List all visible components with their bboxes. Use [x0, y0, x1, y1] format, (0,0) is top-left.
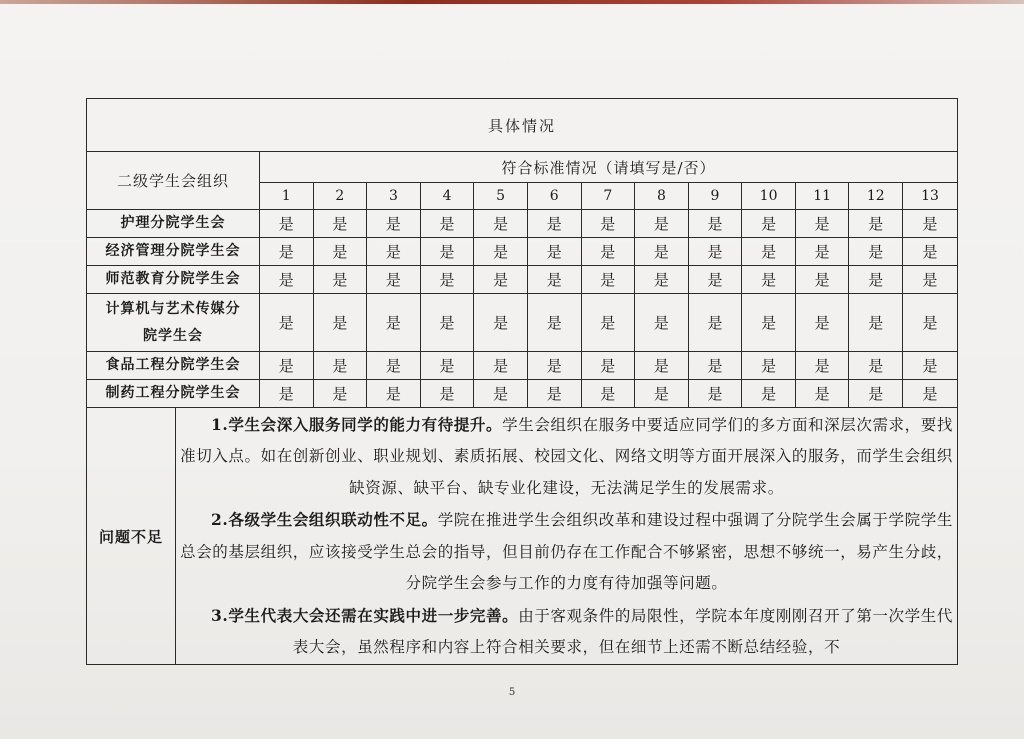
- compliance-cell: 是: [367, 352, 421, 380]
- compliance-cell: 是: [742, 294, 796, 352]
- org-name: 护理分院学生会: [87, 210, 260, 238]
- table-row: [87, 210, 958, 238]
- column-number: 10: [742, 183, 796, 210]
- compliance-cell: 是: [635, 266, 689, 294]
- problem-paragraph: [176, 409, 957, 505]
- compliance-cell: 是: [474, 210, 528, 238]
- org-name: 食品工程分院学生会: [87, 352, 260, 380]
- compliance-cell: 是: [742, 238, 796, 266]
- compliance-cell: 是: [474, 266, 528, 294]
- compliance-cell: 是: [688, 294, 742, 352]
- compliance-cell: 是: [581, 380, 635, 408]
- problem-paragraph: [176, 504, 957, 600]
- compliance-cell: 是: [527, 238, 581, 266]
- table-row: [87, 380, 958, 408]
- org-name: 计算机与艺术传媒分院学生会: [87, 294, 260, 352]
- standard-header: 符合标准情况（请填写是/否）: [259, 152, 957, 183]
- compliance-cell: 是: [903, 352, 958, 380]
- table-row: [87, 294, 958, 352]
- org-column-header: 二级学生会组织: [87, 152, 260, 210]
- column-number: 12: [849, 183, 903, 210]
- compliance-cell: 是: [527, 266, 581, 294]
- compliance-cell: 是: [795, 238, 849, 266]
- problems-row: [87, 408, 958, 665]
- compliance-cell: 是: [313, 238, 367, 266]
- column-number: 6: [527, 183, 581, 210]
- compliance-cell: 是: [259, 266, 313, 294]
- org-name: 制药工程分院学生会: [87, 380, 260, 408]
- compliance-cell: 是: [688, 266, 742, 294]
- compliance-cell: 是: [903, 380, 958, 408]
- compliance-cell: 是: [367, 294, 421, 352]
- compliance-cell: 是: [420, 266, 474, 294]
- compliance-cell: 是: [313, 352, 367, 380]
- compliance-cell: 是: [367, 266, 421, 294]
- problems-label: 问题不足: [87, 408, 176, 665]
- compliance-cell: 是: [903, 238, 958, 266]
- compliance-cell: 是: [849, 238, 903, 266]
- column-number: 13: [903, 183, 958, 210]
- compliance-cell: 是: [259, 380, 313, 408]
- column-number: 11: [795, 183, 849, 210]
- compliance-cell: 是: [581, 210, 635, 238]
- compliance-cell: 是: [527, 352, 581, 380]
- compliance-cell: 是: [367, 210, 421, 238]
- problem-paragraph: [176, 600, 957, 664]
- compliance-cell: 是: [688, 238, 742, 266]
- compliance-cell: 是: [420, 294, 474, 352]
- compliance-cell: 是: [742, 352, 796, 380]
- compliance-cell: 是: [849, 352, 903, 380]
- column-number: 3: [367, 183, 421, 210]
- compliance-cell: 是: [635, 238, 689, 266]
- compliance-cell: 是: [581, 352, 635, 380]
- column-number: 8: [635, 183, 689, 210]
- compliance-cell: 是: [635, 352, 689, 380]
- column-number: 2: [313, 183, 367, 210]
- compliance-cell: 是: [903, 210, 958, 238]
- compliance-cell: 是: [474, 380, 528, 408]
- compliance-cell: 是: [527, 380, 581, 408]
- compliance-cell: 是: [527, 294, 581, 352]
- problem-body: 学院在推进学生会组织改革和建设过程中强调了分院学生会属于学院学生总会的基层组织，应该接受学生总会的指导，但目前仍存在工作配合不够紧密，思想不够统一，易产生分歧，分院学生会参与工作的力度有待加强等问题。: [180, 511, 953, 592]
- compliance-cell: 是: [259, 210, 313, 238]
- compliance-cell: 是: [420, 238, 474, 266]
- compliance-cell: 是: [581, 294, 635, 352]
- problem-title: 3.学生代表大会还需在实践中进一步完善。: [211, 605, 519, 625]
- table-header: 具体情况: [87, 99, 958, 152]
- compliance-cell: 是: [313, 294, 367, 352]
- compliance-cell: 是: [527, 210, 581, 238]
- compliance-cell: 是: [420, 210, 474, 238]
- compliance-cell: 是: [849, 294, 903, 352]
- problems-text: [176, 408, 958, 665]
- problem-title: 2.各级学生会组织联动性不足。: [211, 510, 438, 529]
- compliance-cell: 是: [474, 352, 528, 380]
- compliance-cell: 是: [313, 210, 367, 238]
- compliance-cell: 是: [795, 266, 849, 294]
- problem-body: 学生会组织在服务中要适应同学们的多方面和深层次需求，要找准切入点。如在创新创业、职业规划、素质拓展、校园文化、网络文明等方面开展深入的服务，而学生会组织缺资源、缺平台、缺专业化建设，无法满足学生的发展需求。: [180, 415, 953, 497]
- compliance-cell: 是: [795, 294, 849, 352]
- column-number: 1: [259, 183, 313, 210]
- column-number: 9: [688, 183, 742, 210]
- table-row: [87, 238, 958, 266]
- compliance-cell: 是: [367, 238, 421, 266]
- compliance-cell: 是: [474, 238, 528, 266]
- compliance-cell: 是: [688, 380, 742, 408]
- compliance-cell: 是: [849, 380, 903, 408]
- column-number: 5: [474, 183, 528, 210]
- compliance-cell: 是: [688, 210, 742, 238]
- compliance-cell: 是: [742, 210, 796, 238]
- page-number: 5: [508, 687, 516, 698]
- compliance-cell: 是: [635, 380, 689, 408]
- compliance-cell: 是: [635, 210, 689, 238]
- compliance-cell: 是: [795, 352, 849, 380]
- org-name: 经济管理分院学生会: [87, 238, 260, 266]
- compliance-cell: 是: [903, 294, 958, 352]
- compliance-cell: 是: [581, 238, 635, 266]
- column-number: 7: [581, 183, 635, 210]
- compliance-cell: 是: [635, 294, 689, 352]
- compliance-cell: 是: [849, 210, 903, 238]
- compliance-cell: 是: [795, 380, 849, 408]
- compliance-cell: 是: [259, 238, 313, 266]
- org-name: 师范教育分院学生会: [87, 266, 260, 294]
- table-row: [87, 352, 958, 380]
- compliance-cell: 是: [420, 380, 474, 408]
- problem-body: 由于客观条件的局限性，学院本年度刚刚召开了第一次学生代表大会，虽然程序和内容上符合相关要求，但在细节上还需不断总结经验，不: [292, 606, 953, 656]
- compliance-cell: 是: [420, 352, 474, 380]
- compliance-cell: 是: [313, 380, 367, 408]
- compliance-cell: 是: [259, 294, 313, 352]
- assessment-table: [86, 98, 958, 665]
- compliance-cell: 是: [367, 380, 421, 408]
- compliance-cell: 是: [259, 352, 313, 380]
- table-row: [87, 266, 958, 294]
- compliance-cell: 是: [581, 266, 635, 294]
- column-number: 4: [420, 183, 474, 210]
- compliance-cell: 是: [474, 294, 528, 352]
- compliance-cell: 是: [903, 266, 958, 294]
- compliance-cell: 是: [742, 266, 796, 294]
- compliance-cell: 是: [795, 210, 849, 238]
- compliance-cell: 是: [849, 266, 903, 294]
- problem-title: 1.学生会深入服务同学的能力有待提升。: [211, 414, 503, 434]
- compliance-cell: 是: [742, 380, 796, 408]
- compliance-cell: 是: [313, 266, 367, 294]
- compliance-cell: 是: [688, 352, 742, 380]
